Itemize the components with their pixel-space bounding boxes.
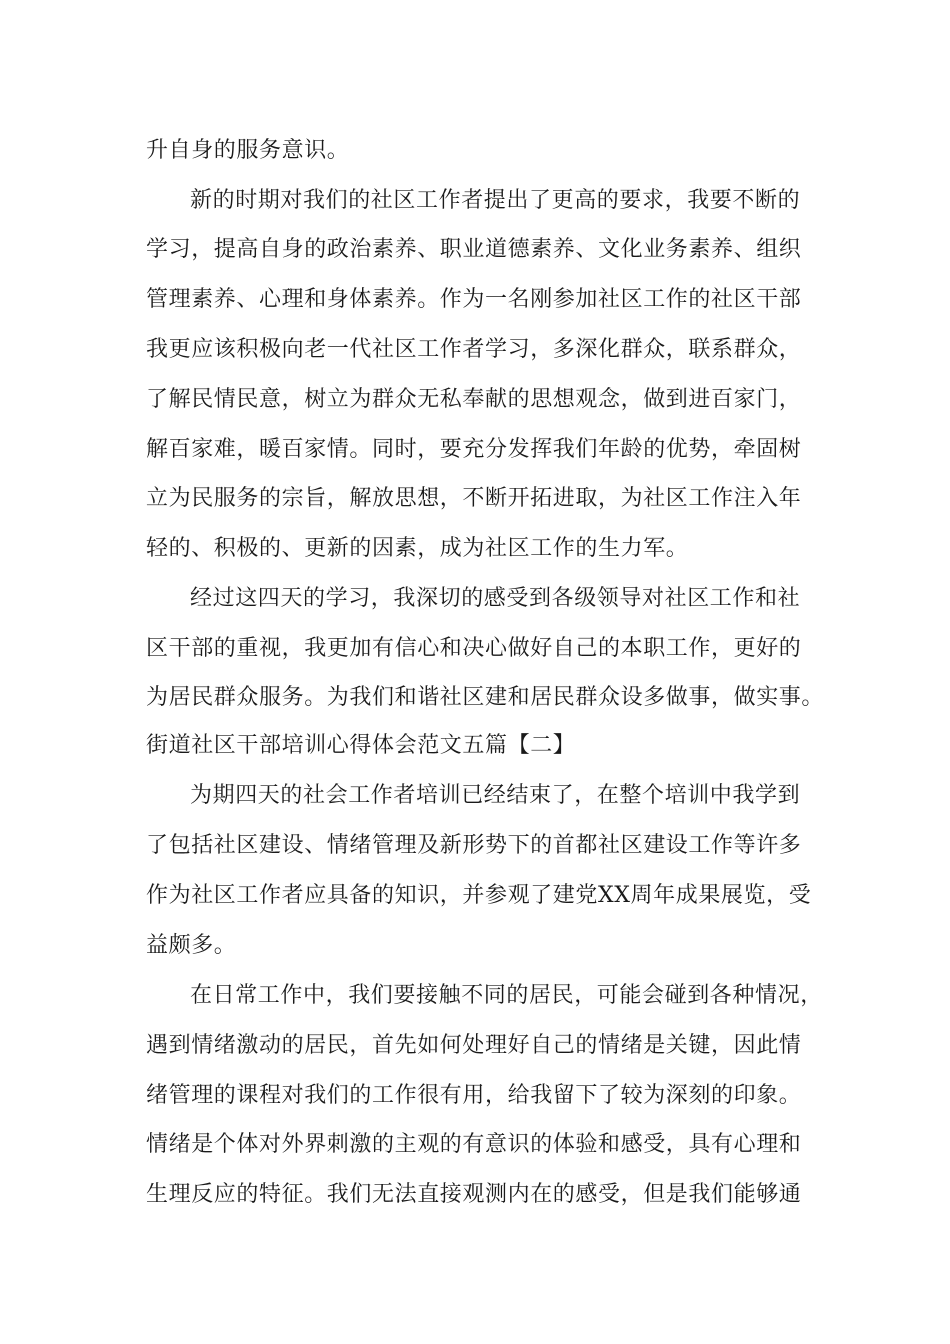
paragraph-line: 为居民群众服务。为我们和谐社区建和居民群众设多做事，做实事。 [146, 685, 825, 710]
paragraph-line: 绪管理的课程对我们的工作很有用，给我留下了较为深刻的印象。 [146, 1083, 802, 1108]
paragraph-line: 为期四天的社会工作者培训已经结束了，在整个培训中我学到 [190, 783, 801, 808]
paragraph-line: 经过这四天的学习，我深切的感受到各级领导对社区工作和社 [190, 586, 801, 611]
paragraph-line: 我更应该积极向老一代社区工作者学习，多深化群众，联系群众， [146, 337, 802, 362]
paragraph-line: 新的时期对我们的社区工作者提出了更高的要求，我要不断的 [190, 188, 801, 213]
paragraph-line: 在日常工作中，我们要接触不同的居民，可能会碰到各种情况， [190, 983, 823, 1008]
paragraph-line: 轻的、积极的、更新的因素，成为社区工作的生力军。 [146, 536, 689, 561]
paragraph-line: 升自身的服务意识。 [146, 138, 350, 163]
paragraph-line: 遇到情绪激动的居民，首先如何处理好自己的情绪是关键，因此情 [146, 1033, 802, 1058]
paragraph-line: 情绪是个体对外界刺激的主观的有意识的体验和感受，具有心理和 [146, 1132, 802, 1157]
paragraph-line: 管理素养、心理和身体素养。作为一名刚参加社区工作的社区干部 [146, 287, 802, 312]
paragraph-line: 立为民服务的宗旨，解放思想，不断开拓进取，为社区工作注入年 [146, 486, 802, 511]
paragraph-line: 益颇多。 [146, 933, 237, 958]
paragraph-line: 解百家难，暖百家情。同时，要充分发挥我们年龄的优势，牵固树 [146, 437, 802, 462]
paragraph-line: 了解民情民意，树立为群众无私奉献的思想观念，做到进百家门， [146, 387, 802, 412]
section-heading: 街道社区干部培训心得体会范文五篇【二】 [146, 733, 576, 758]
paragraph-line: 生理反应的特征。我们无法直接观测内在的感受，但是我们能够通 [146, 1182, 802, 1207]
paragraph-line: 区干部的重视，我更加有信心和决心做好自己的本职工作，更好的 [146, 636, 802, 661]
paragraph-line: 了包括社区建设、情绪管理及新形势下的首都社区建设工作等许多 [146, 833, 802, 858]
paragraph-line: 学习，提高自身的政治素养、职业道德素养、文化业务素养、组织 [146, 237, 802, 262]
paragraph-line: 作为社区工作者应具备的知识，并参观了建党XX周年成果展览，受 [146, 883, 812, 908]
